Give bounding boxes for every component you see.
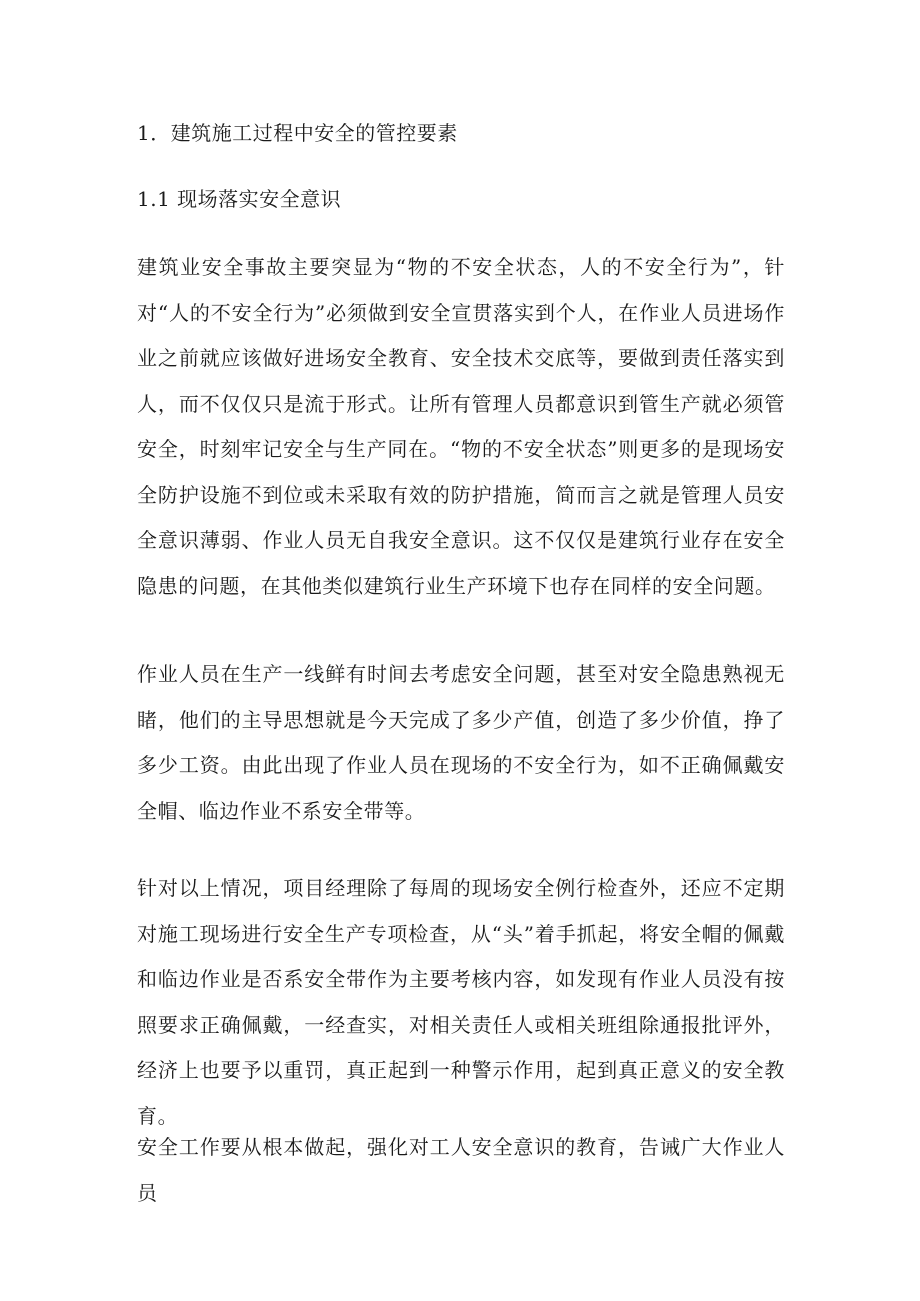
body-paragraph-1: 建筑业安全事故主要突显为“物的不安全状态，人的不安全行为”，针对“人的不安全行为”必须做到安全宣贯落实到个人，在作业人员进场作业之前就应该做好进场安全教育、安全技术交底等，要做到责任落实到人，而不仅仅只是流于形式。让所有管理人员都意识到管生产就必须管安全，时刻牢记安全与生产同在。“物的不安全状态”则更多的是现场安全防护设施不到位或未采取有效的防护措施，简而言之就是管理人员安全意识薄弱、作业人员无自我安全意识。这不仅仅是建筑行业存在安全隐患的问题，在其他类似建筑行业生产环境下也存在同样的安全问题。: [137, 255, 785, 598]
body-paragraph-2: 作业人员在生产一线鲜有时间去考虑安全问题，甚至对安全隐患熟视无睹，他们的主导思想就是今天完成了多少产值，创造了多少价值，挣了多少工资。由此出现了作业人员在现场的不安全行为，如不正确佩戴安全帽、临边作业不系安全带等。: [137, 662, 785, 823]
subsection-heading: 1.1 现场落实安全意识: [137, 187, 342, 211]
body-paragraph-4: 安全工作要从根本做起，强化对工人安全意识的教育，告诫广大作业人员: [137, 1135, 785, 1205]
body-paragraph-3: 针对以上情况，项目经理除了每周的现场安全例行检查外，还应不定期对施工现场进行安全生产专项检查，从“头”着手抓起，将安全帽的佩戴和临边作业是否系安全带作为主要考核内容，如发现有作业人员没有按照要求正确佩戴，一经查实，对相关责任人或相关班组除通报批评外，经济上也要予以重罚，真正起到一种警示作用，起到真正意义的安全教育。: [137, 876, 785, 1128]
section-heading: 1．建筑施工过程中安全的管控要素: [137, 121, 458, 145]
